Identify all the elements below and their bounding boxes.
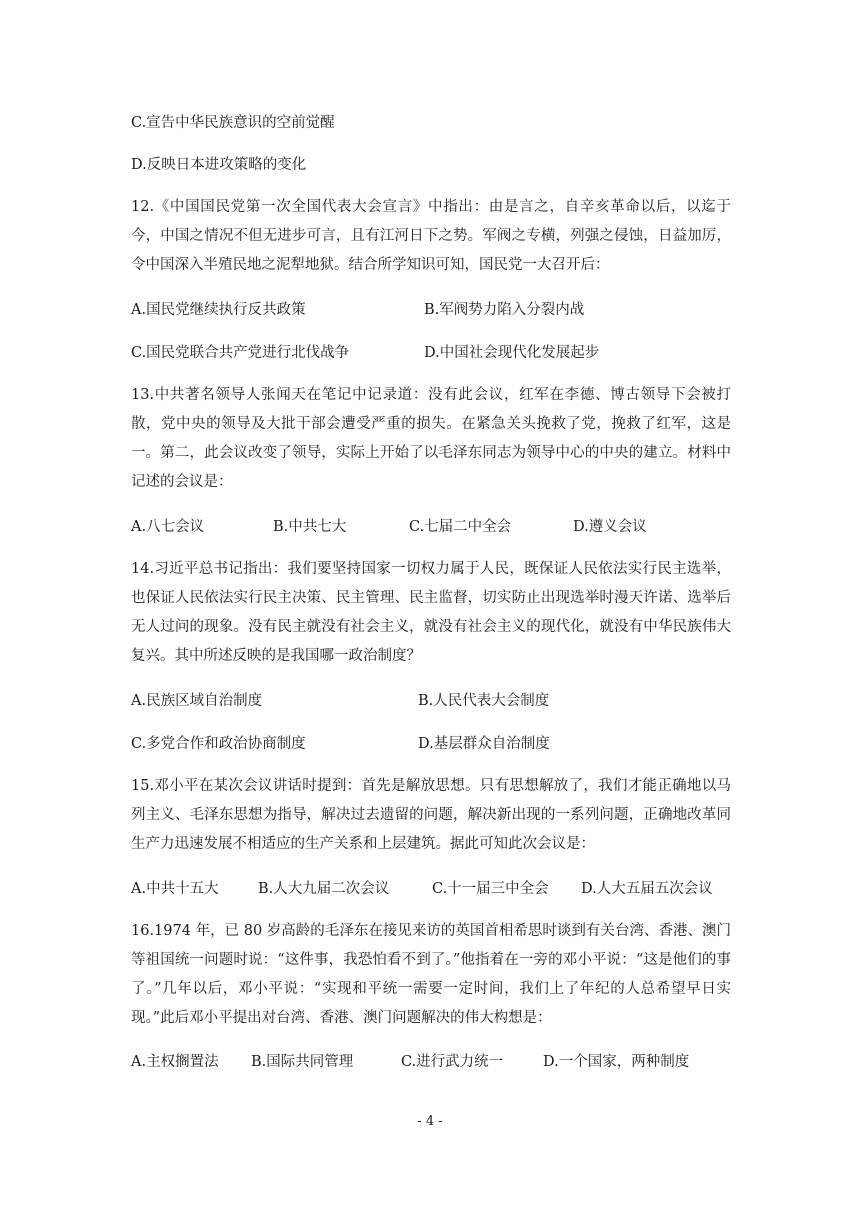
q14-stem: 14.习近平总书记指出：我们要坚持国家一切权力属于人民，既保证人民依法实行民主选举，也保证人民依法实行民主决策、民主管理、民主监督，切实防止出现选举时漫天许诺、选举后无人过问的现象。没有民主就没有社会主义，就没有社会主义的现代化，就没有中华民族伟大复兴。其中所述反映的是我国哪一政治制度？ <box>131 561 731 664</box>
q15-stem: 15.邓小平在某次会议讲话时提到：首先是解放思想。只有思想解放了，我们才能正确地以马列主义、毛泽东思想为指导，解决过去遗留的问题，解决新出现的一系列问题，正确地改革同生产力迅速发展不相适应的生产关系和上层建筑。据此可知此次会议是： <box>131 778 731 852</box>
q12-option-c: C.国民党联合共产党进行北伐战争 <box>131 345 350 361</box>
q12-option-d: D.中国社会现代化发展起步 <box>424 345 600 361</box>
q13-option-b: B.中共七大 <box>273 519 347 535</box>
q14-option-c: C.多党合作和政治协商制度 <box>131 736 306 752</box>
q16-option-a: A.主权搁置法 <box>131 1054 219 1070</box>
q16-option-b: B.国际共同管理 <box>251 1054 354 1070</box>
q16-option-d: D.一个国家，两种制度 <box>543 1054 690 1070</box>
q14-option-a: A.民族区域自治制度 <box>131 693 263 709</box>
q11-option-d: D.反映日本进攻策略的变化 <box>131 157 307 173</box>
q13-stem: 13.中共著名领导人张闻天在笔记中记录道：没有此会议，红军在李德、博古领导下会被打散，党中央的领导及大批干部会遭受严重的损失。在紧急关头挽救了党，挽救了红军，这是一。第二，此会议改变了领导，实际上开始了以毛泽东同志为领导中心的中央的建立。材料中记述的会议是： <box>131 387 731 490</box>
q16-option-c: C.进行武力统一 <box>401 1054 504 1070</box>
q11-option-c: C.宣告中华民族意识的空前觉醒 <box>131 115 335 131</box>
q12-option-b: B.军阀势力陷入分裂内战 <box>424 302 585 318</box>
q12-stem: 12.《中国国民党第一次全国代表大会宣言》中指出：由是言之，自辛亥革命以后，以迄于今，中国之情况不但无进步可言，且有江河日下之势。军阀之专横，列强之侵蚀，日益加厉，令中国深入半殖民地之泥犁地狱。结合所学知识可知，国民党一大召开后： <box>131 199 731 273</box>
q14-option-b: B.人民代表大会制度 <box>418 693 550 709</box>
q13-option-a: A.八七会议 <box>131 519 205 535</box>
q15-option-d: D.人大五届五次会议 <box>581 881 713 897</box>
q12-option-a: A.国民党继续执行反共政策 <box>131 302 306 318</box>
q15-option-a: A.中共十五大 <box>131 881 219 897</box>
q13-option-c: C.七届二中全会 <box>409 519 512 535</box>
q13-option-d: D.遵义会议 <box>573 519 647 535</box>
q16-stem: 16.1974 年，已 80 岁高龄的毛泽东在接见来访的英国首相希思时谈到有关台湾、香港、澳门等祖国统一问题时说：“这件事，我恐怕看不到了。”他指着在一旁的邓小平说：“这是他们的事了。”几年以后，邓小平说：“实现和平统一需要一定时间，我们上了年纪的人总希望早日实现。”此后邓小平提出对台湾、香港、澳门问题解决的伟大构想是： <box>131 923 731 1026</box>
q15-option-c: C.十一届三中全会 <box>432 881 549 897</box>
page-number: - 4 - <box>417 1114 443 1129</box>
q14-option-d: D.基层群众自治制度 <box>418 736 550 752</box>
q15-option-b: B.人大九届二次会议 <box>258 881 390 897</box>
